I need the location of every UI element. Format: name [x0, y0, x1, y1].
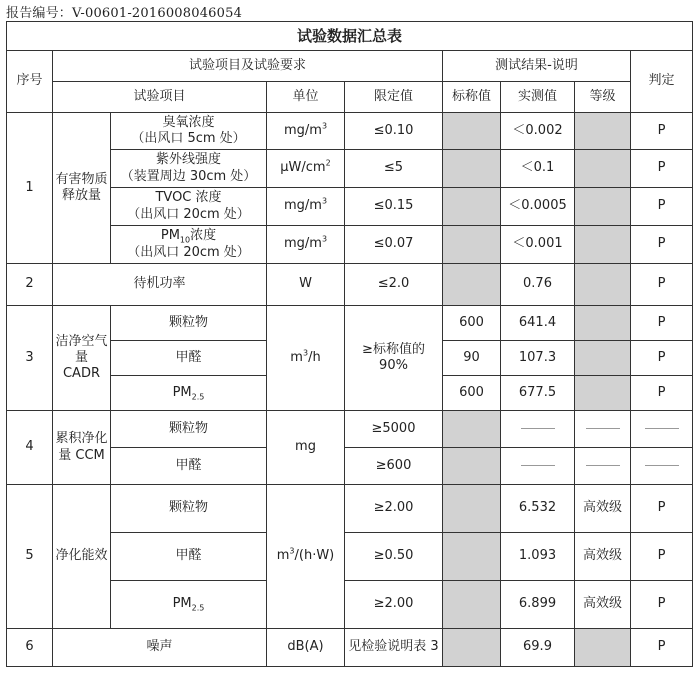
measured-cell: ＜0.002: [501, 113, 575, 150]
row-item: 噪声: [53, 629, 267, 667]
table-row: [7, 629, 693, 667]
nominal-cell: [443, 264, 501, 306]
unit-cell: dB(A): [267, 629, 345, 667]
unit-cell: $m^3/h$: [267, 306, 345, 411]
limit-cell: ≤5: [345, 150, 443, 188]
limit-cell: ≥标称值的 90%: [345, 306, 443, 411]
nominal-cell: 600: [443, 376, 501, 411]
measured-cell: 6.899: [501, 581, 575, 629]
grade-cell: [575, 341, 631, 376]
limit-cell: ≥600: [345, 448, 443, 485]
measured-cell: ＜0.001: [501, 226, 575, 264]
header-seq: 序号: [7, 51, 53, 113]
sub-item: $PM_{10}$浓度 （出风口 20cm 处）: [111, 226, 267, 264]
row-category: 洁净空气量 CADR: [53, 306, 111, 411]
nominal-cell: [443, 485, 501, 533]
unit-cell: $\mu W/cm^2$: [267, 150, 345, 188]
row-item: 待机功率: [53, 264, 267, 306]
unit-cell: $mg/m^3$: [267, 113, 345, 150]
judge-cell: P: [631, 581, 693, 629]
header-measured: 实测值: [501, 82, 575, 113]
judge-cell: P: [631, 629, 693, 667]
header-nominal: 标称值: [443, 82, 501, 113]
row-no: 1: [7, 113, 53, 264]
limit-cell: 见检验说明表 3: [345, 629, 443, 667]
nominal-cell: [443, 448, 501, 485]
unit-cell: $m^3/(h\cdot W)$: [267, 485, 345, 629]
grade-cell: 高效级: [575, 533, 631, 581]
header-items-reqs: 试验项目及试验要求: [53, 51, 443, 82]
measured-cell: 1.093: [501, 533, 575, 581]
nominal-cell: 90: [443, 341, 501, 376]
nominal-cell: [443, 188, 501, 226]
measured-cell: 6.532: [501, 485, 575, 533]
row-no: 5: [7, 485, 53, 629]
judge-cell: P: [631, 533, 693, 581]
sub-item: 颗粒物: [111, 306, 267, 341]
judge-cell: P: [631, 150, 693, 188]
limit-cell: ≥5000: [345, 411, 443, 448]
limit-cell: ≤2.0: [345, 264, 443, 306]
judge-cell: P: [631, 113, 693, 150]
nominal-cell: [443, 411, 501, 448]
row-no: 4: [7, 411, 53, 485]
limit-cell: ≥2.00: [345, 485, 443, 533]
grade-cell: 高效级: [575, 485, 631, 533]
sub-item: 甲醛: [111, 341, 267, 376]
table-row: [7, 306, 693, 341]
sub-item: 甲醛: [111, 533, 267, 581]
header-result-desc: 测试结果-说明: [443, 51, 631, 82]
unit-cell: $mg/m^3$: [267, 188, 345, 226]
unit-cell: mg: [267, 411, 345, 485]
limit-cell: ≥2.00: [345, 581, 443, 629]
grade-cell: [575, 376, 631, 411]
table-title: 试验数据汇总表: [7, 22, 693, 51]
unit-cell: $mg/m^3$: [267, 226, 345, 264]
sub-item: 紫外线强度 （装置周边 30cm 处）: [111, 150, 267, 188]
table-row: [7, 485, 693, 533]
measured-cell: 107.3: [501, 341, 575, 376]
report-number: 报告编号：V-00601-2016008046054: [6, 6, 243, 21]
measured-cell: ＜0.0005: [501, 188, 575, 226]
measured-cell: [501, 411, 575, 448]
grade-cell: [575, 188, 631, 226]
row-category: 有害物质释放量: [53, 113, 111, 264]
judge-cell: [631, 411, 693, 448]
table-row: [7, 411, 693, 448]
measured-cell: 641.4: [501, 306, 575, 341]
grade-cell: [575, 411, 631, 448]
judge-cell: P: [631, 341, 693, 376]
grade-cell: [575, 629, 631, 667]
grade-cell: [575, 306, 631, 341]
table-row: [7, 264, 693, 306]
judge-cell: P: [631, 306, 693, 341]
row-category: 净化能效: [53, 485, 111, 629]
grade-cell: [575, 448, 631, 485]
sub-item: 颗粒物: [111, 411, 267, 448]
measured-cell: 69.9: [501, 629, 575, 667]
header-limit: 限定值: [345, 82, 443, 113]
nominal-cell: [443, 150, 501, 188]
measured-cell: [501, 448, 575, 485]
judge-cell: [631, 448, 693, 485]
row-no: 6: [7, 629, 53, 667]
table-row: [7, 113, 693, 150]
row-category: 累积净化量 CCM: [53, 411, 111, 485]
measured-cell: 677.5: [501, 376, 575, 411]
grade-cell: [575, 226, 631, 264]
sub-item: 臭氧浓度 （出风口 5cm 处）: [111, 113, 267, 150]
judge-cell: P: [631, 188, 693, 226]
judge-cell: P: [631, 226, 693, 264]
nominal-cell: [443, 533, 501, 581]
unit-cell: W: [267, 264, 345, 306]
limit-cell: ≤0.10: [345, 113, 443, 150]
judge-cell: P: [631, 376, 693, 411]
limit-cell: ≤0.07: [345, 226, 443, 264]
header-unit: 单位: [267, 82, 345, 113]
row-no: 2: [7, 264, 53, 306]
judge-cell: P: [631, 264, 693, 306]
nominal-cell: [443, 113, 501, 150]
judge-cell: P: [631, 485, 693, 533]
grade-cell: [575, 150, 631, 188]
row-no: 3: [7, 306, 53, 411]
nominal-cell: [443, 629, 501, 667]
header-grade: 等级: [575, 82, 631, 113]
grade-cell: 高效级: [575, 581, 631, 629]
measured-cell: 0.76: [501, 264, 575, 306]
grade-cell: [575, 113, 631, 150]
header-item: 试验项目: [53, 82, 267, 113]
sub-item: 颗粒物: [111, 485, 267, 533]
sub-item: TVOC 浓度 （出风口 20cm 处）: [111, 188, 267, 226]
sub-item: $PM_{2.5}$: [111, 376, 267, 411]
limit-cell: ≥0.50: [345, 533, 443, 581]
summary-table: [6, 21, 693, 667]
measured-cell: ＜0.1: [501, 150, 575, 188]
nominal-cell: 600: [443, 306, 501, 341]
grade-cell: [575, 264, 631, 306]
nominal-cell: [443, 226, 501, 264]
limit-cell: ≤0.15: [345, 188, 443, 226]
header-judge: 判定: [631, 51, 693, 113]
nominal-cell: [443, 581, 501, 629]
sub-item: 甲醛: [111, 448, 267, 485]
sub-item: $PM_{2.5}$: [111, 581, 267, 629]
